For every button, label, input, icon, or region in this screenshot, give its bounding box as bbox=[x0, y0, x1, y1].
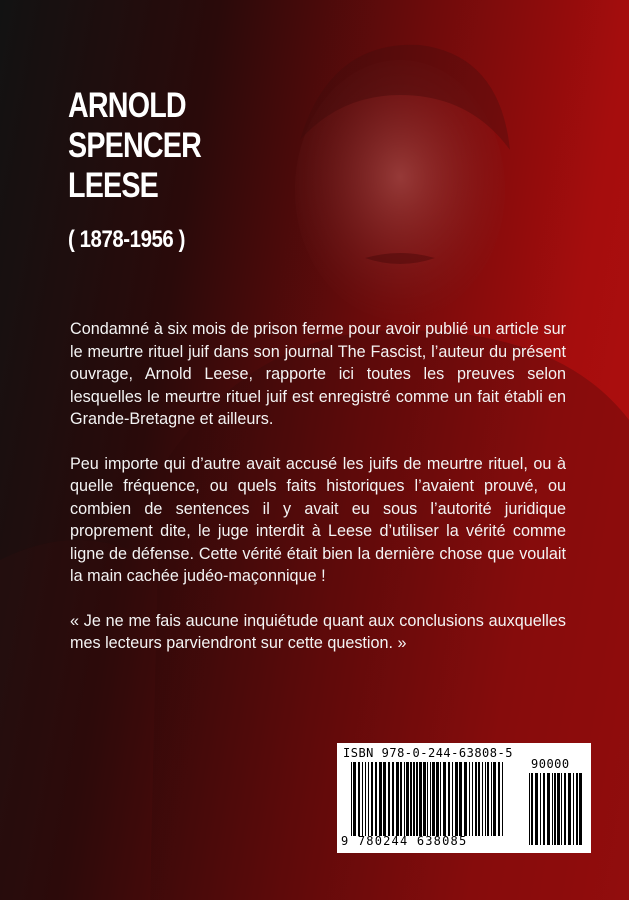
barcode-bar bbox=[502, 762, 503, 836]
barcode-bar bbox=[568, 773, 571, 845]
barcode-bar bbox=[469, 762, 470, 836]
barcode-bar bbox=[440, 762, 441, 836]
barcode-bar bbox=[392, 762, 394, 836]
barcode-bar bbox=[529, 773, 530, 845]
barcode-bar bbox=[540, 773, 541, 845]
barcode-bar bbox=[459, 762, 462, 836]
isbn-label: ISBN 978-0-244-63808-5 bbox=[343, 746, 513, 760]
barcode-bar bbox=[365, 762, 366, 836]
barcode-bar bbox=[554, 773, 556, 845]
barcode-bar bbox=[443, 762, 446, 836]
barcode-bar bbox=[487, 762, 489, 836]
book-title bbox=[68, 86, 201, 206]
barcode-bar bbox=[406, 762, 409, 836]
barcode-bar bbox=[478, 762, 480, 836]
barcode-bar bbox=[351, 762, 352, 836]
back-cover-blurb bbox=[70, 318, 566, 677]
barcode-bar bbox=[404, 762, 405, 836]
barcode-bar bbox=[375, 762, 377, 836]
barcode-bar bbox=[573, 773, 574, 845]
barcode-bar bbox=[557, 773, 560, 845]
barcode-bar bbox=[413, 762, 415, 836]
addon-barcode-bars bbox=[529, 773, 583, 845]
barcode-bar bbox=[543, 773, 545, 845]
barcode-bar bbox=[358, 762, 360, 836]
barcode-bar bbox=[452, 762, 453, 836]
blurb-quote: « Je ne me fais aucune inquiétude quant aux conclusions auxquelles mes lecteurs parviendront sur cette question. » bbox=[70, 611, 566, 652]
isbn-barcode bbox=[337, 743, 591, 853]
barcode-bar bbox=[552, 773, 553, 845]
barcode-bar bbox=[576, 773, 578, 845]
barcode-bar bbox=[436, 762, 439, 836]
blurb-paragraph-2: Peu importe qui d’autre avait accusé les juifs de meurtre rituel, ou à quelle fréquence, ou quels faits historiques l’avaient prouvé, ou combien de sentences il y avait eu sous l’autorité juridique proprement dite, le juge interdit à Leese d’utiliser la vérité comme ligne de défense. Cette vérité était bien la dernière chose que voulait la main cachée judéo-maçonnique ! bbox=[70, 454, 566, 585]
author-years: ( 1878-1956 ) bbox=[68, 226, 185, 253]
barcode-bar bbox=[564, 773, 566, 845]
barcode-bar bbox=[416, 762, 418, 836]
barcode-bar bbox=[482, 762, 483, 836]
title-line-2: SPENCER bbox=[68, 126, 202, 165]
barcode-bar bbox=[383, 762, 386, 836]
barcode-bar bbox=[423, 762, 426, 836]
barcode-bar bbox=[493, 762, 496, 836]
title-line-3: LEESE bbox=[68, 166, 159, 205]
barcode-bar bbox=[432, 762, 435, 836]
barcode-bar bbox=[368, 762, 369, 836]
barcode-bar bbox=[491, 762, 492, 836]
barcode-bar bbox=[535, 773, 538, 845]
barcode-bar bbox=[353, 762, 356, 836]
barcode-bar bbox=[396, 762, 399, 836]
barcode-bar bbox=[362, 762, 363, 836]
barcode-bar bbox=[379, 762, 382, 836]
blurb-paragraph-1: Condamné à six mois de prison ferme pour avoir publié un article sur le meurtre rituel juif dans son journal The Fascist, l’auteur du présent ouvrage, Arnold Leese, rapporte ici toutes les preuves selon lesquelles le meurtre rituel juif est enregistré comme un fait établi en Grande-Bretagne et ailleurs. bbox=[70, 320, 566, 428]
barcode-bar bbox=[455, 762, 458, 836]
barcode-bars bbox=[351, 762, 507, 836]
barcode-bar bbox=[498, 762, 500, 836]
barcode-bar bbox=[448, 762, 450, 836]
barcode-bar bbox=[427, 762, 428, 836]
barcode-bar bbox=[464, 762, 467, 836]
barcode-bar bbox=[410, 762, 412, 836]
barcode-bar bbox=[485, 762, 486, 836]
title-line-1: ARNOLD bbox=[68, 86, 186, 125]
barcode-bar bbox=[400, 762, 402, 836]
barcode-bar bbox=[547, 773, 550, 845]
barcode-bar bbox=[561, 773, 562, 845]
barcode-bar bbox=[419, 762, 422, 836]
price-code: 90000 bbox=[531, 757, 570, 771]
barcode-bar bbox=[531, 773, 533, 845]
barcode-bar bbox=[371, 762, 373, 836]
barcode-bar bbox=[388, 762, 390, 836]
barcode-bar bbox=[430, 762, 431, 836]
barcode-bar bbox=[579, 773, 582, 845]
barcode-bar bbox=[475, 762, 477, 836]
barcode-bar bbox=[472, 762, 473, 836]
barcode-digits: 9 780244 638085 bbox=[341, 834, 468, 848]
